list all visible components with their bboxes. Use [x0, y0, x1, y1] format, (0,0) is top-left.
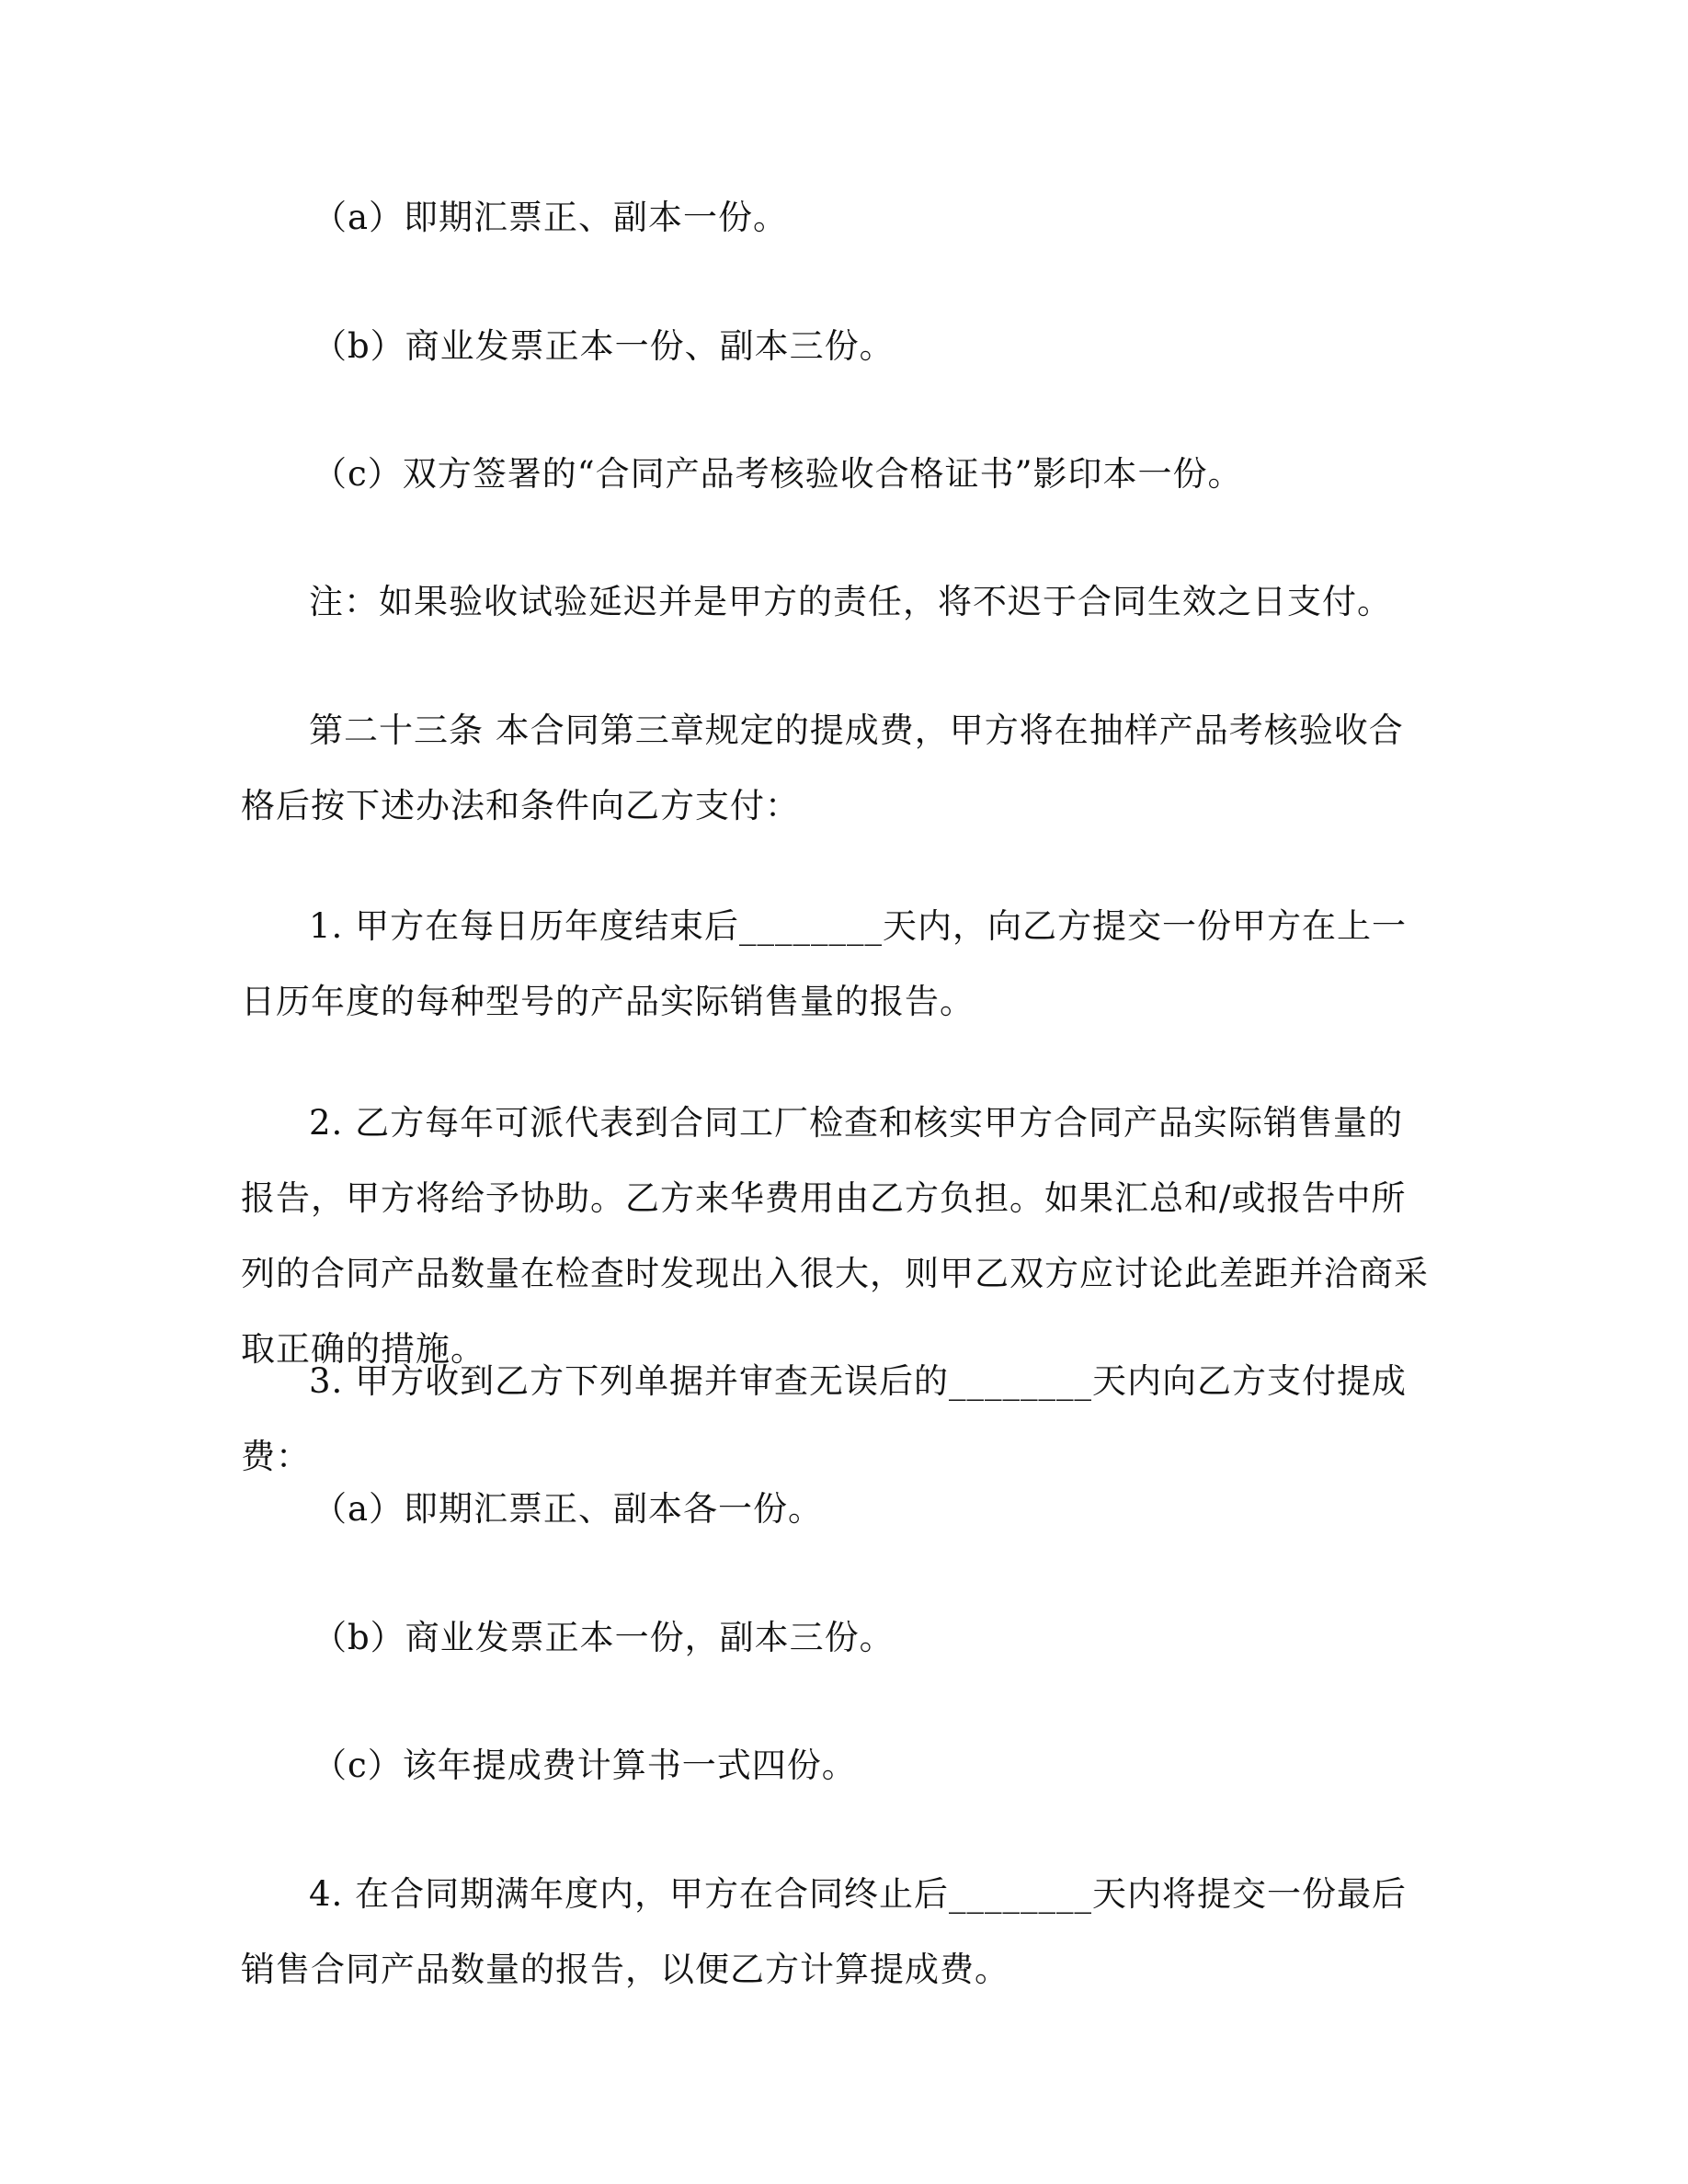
- clause-4-paragraph: 4. 在合同期满年度内，甲方在合同终止后________天内将提交一份最后销售合同产品数量的报告，以便乙方计算提成费。: [241, 1874, 1408, 1989]
- clause-1-paragraph: 1. 甲方在每日历年度结束后________天内，向乙方提交一份甲方在上一日历年度的每种型号的产品实际销售量的报告。: [241, 906, 1408, 1021]
- article-23-paragraph: 第二十三条 本合同第三章规定的提成费，甲方将在抽样产品考核验收合格后按下述办法和条件向乙方支付：: [241, 711, 1404, 825]
- item-b-invoice-copies: （b）商业发票正本一份，副本三份。: [313, 1618, 895, 1657]
- clause-2-paragraph: 2. 乙方每年可派代表到合同工厂检查和核实甲方合同产品实际销售量的报告，甲方将给予协助。乙方来华费用由乙方负担。如果汇总和/或报告中所列的合同产品数量在检查时发现出入很大，则甲乙双方应讨论此差距并洽商采取正确的措施。: [241, 1103, 1429, 1369]
- item-c-certificate: （c）双方签署的“合同产品考核验收合格证书”影印本一份。: [313, 454, 1243, 494]
- item-b-invoice: （b）商业发票正本一份、副本三份。: [313, 326, 895, 366]
- clause-3-paragraph: 3. 甲方收到乙方下列单据并审查无误后的________天内向乙方支付提成费：: [241, 1361, 1408, 1476]
- item-a-draft-copies: （a）即期汇票正、副本各一份。: [313, 1489, 824, 1529]
- item-c-royalty-statement: （c）该年提成费计算书一式四份。: [313, 1746, 857, 1785]
- note-paragraph: 注：如果验收试验延迟并是甲方的责任，将不迟于合同生效之日支付。: [309, 582, 1392, 621]
- item-a-draft: （a）即期汇票正、副本一份。: [313, 198, 789, 237]
